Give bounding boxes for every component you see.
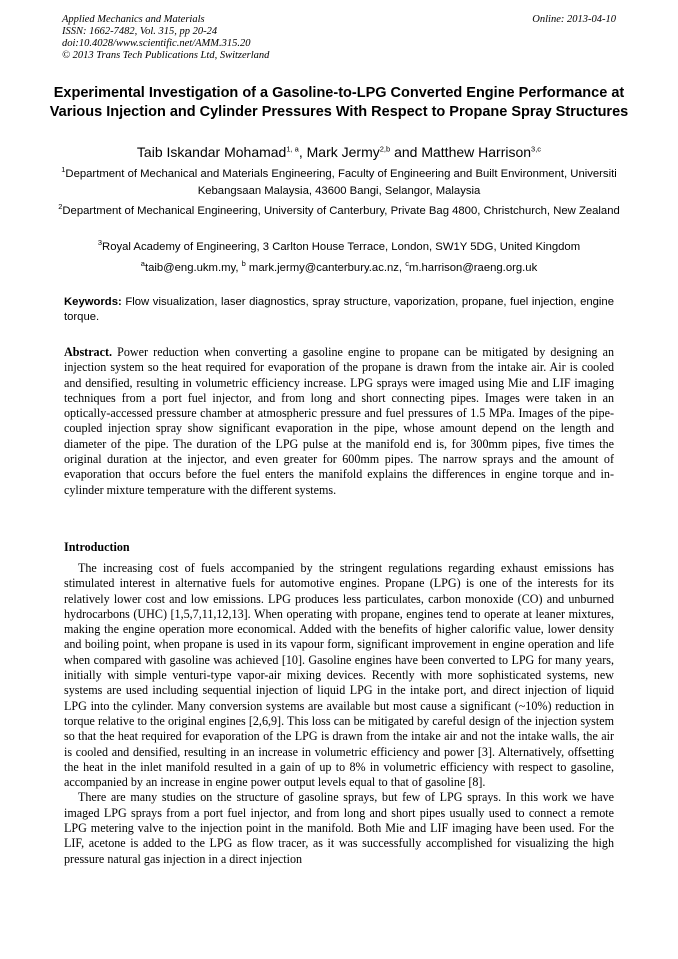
affiliation-1 — [40, 166, 638, 200]
copyright-line: © 2013 Trans Tech Publications Ltd, Switzerland — [62, 50, 270, 61]
affiliation-text: Royal Academy of Engineering, 3 Carlton House Terrace, London, SW1Y 5DG, United Kingdom — [102, 241, 581, 253]
author-separator: and — [390, 144, 422, 160]
author-list — [20, 143, 658, 161]
keywords-text: Flow visualization, laser diagnostics, spray structure, vaporization, propane, fuel injection, engine torque. — [64, 296, 614, 323]
author-name: Taib Iskandar Mohamad — [136, 144, 287, 160]
abstract-label: Abstract. — [64, 345, 113, 359]
email-sup: b — [241, 259, 246, 269]
email-sup: a — [140, 259, 145, 269]
affiliation-number: 1 — [61, 165, 66, 175]
keywords-label: Keywords: — [64, 296, 122, 308]
abstract-text: Power reduction when converting a gasoline engine to propane can be mitigated by designing an injection system so the heat required for evaporation of the propane is drawn from the intake air. Air is cooled and densified, resulting in volumetric efficiency increase. LPG sprays were imaged using Mie and LIF imaging techniques from a port fuel injector, and from long and short connecting pipes. Images were taken in an optically-accessed pressure chamber at atmospheric pressure and fuel pressures of 1.5 MPa. Images of the pipe-coupled injection spray show significant evaporation in the pipe, whose amount depend on the length and diameter of the pipe. The duration of the LPG pulse at the manifold end is, for 300mm pipes, five times the original duration at the injector, and even greater for 600mm pipes. The narrow sprays and the amount of evaporation that occurs before the fuel enters the manifold explains the differences in engine torque and in-cylinder mixture temperature with the different systems. — [64, 345, 614, 497]
introduction-body — [64, 561, 614, 867]
author-separator: , — [298, 144, 307, 160]
paragraph: There are many studies on the structure of gasoline sprays, but few of LPG sprays. In this work we have imaged LPG sprays from a port fuel injector, and from long and short pipes usually used to connect a remote LPG metering valve to the injection point in the manifold. Both Mie and LIF imaging have been used. For the LIF, acetone is added to the LPG as flow tracer, as it was successfully accomplished for visualizing the high pressure natural gas injection in a direct injection — [64, 790, 614, 866]
email-text: mark.jermy@canterbury.ac.nz, — [245, 262, 406, 274]
author-sup: 1, a — [286, 144, 299, 154]
doi-line: doi:10.4028/www.scientific.net/AMM.315.20 — [62, 38, 251, 49]
online-date: Online: 2013-04-10 — [532, 14, 616, 25]
affiliation-number: 2 — [58, 202, 63, 212]
author-sup: 2,b — [379, 144, 391, 154]
paragraph: The increasing cost of fuels accompanied by the stringent regulations regarding exhaust emissions has stimulated interest in alternative fuels for automotive engines. Propane (LPG) is one of the interests for its relatively lower cost and low emissions. LPG produces less particulates, carbon monoxide (CO) and unburned hydrocarbons (UHC) [1,5,7,11,12,13]. When operating with propane, engines tend to operate at leaner mixtures, making the engine operation more economical. Added with the benefits of higher calorific value, lower density and boiling point, when propane is used in its vapour form, significant improvement in engine operation and life when compared with gasoline was achieved [10]. Gasoline engines have been converted to LPG for many years, initially with simple venturi-type vapor-air mixing devices. Recently with more sophisticated systems, new systems are used including sequential injection of liquid LPG in the intake port, and direct injection of liquid LPG into the cylinder. Many conversion systems are available but most cause a significant (~10%) reduction in torque relative to the original engines [2,6,9]. This loss can be mitigated by careful design of the injection system so that the heat required for evaporation of the LPG is drawn from the intake air and not the intake walls, the air is cooled and densified, resulting in an increase in volumetric efficiency and power [3]. Alternatively, offsetting the heat in the inlet manifold resulted in a gain of up to 8% in volumetric efficiency with respect to gasoline, accompanied by an increase in engine power output levels equal to that of gasoline [8]. — [64, 561, 614, 790]
affiliation-text: Department of Mechanical Engineering, University of Canterbury, Private Bag 4800, Christchurch, New Zealand — [62, 205, 620, 217]
email-text: m.harrison@raeng.org.uk — [408, 262, 538, 274]
affiliation-2 — [40, 203, 638, 220]
paper-title: Experimental Investigation of a Gasoline-to-LPG Converted Engine Performance at Various Injection and Cylinder Pressures With Respect to Propane Spray Structures — [49, 85, 629, 120]
keywords-block — [64, 295, 614, 325]
affiliation-text: Department of Mechanical and Materials Engineering, Faculty of Engineering and Built Environment, Universiti Kebangsaan Malaysia, 43600 Bangi, Selangor, Malaysia — [65, 168, 617, 197]
abstract-block — [64, 345, 614, 498]
journal-header — [62, 14, 616, 62]
journal-name: Applied Mechanics and Materials — [62, 14, 205, 25]
author-name: Mark Jermy — [306, 144, 380, 160]
email-sup: c — [405, 259, 409, 269]
affiliation-number: 3 — [97, 238, 103, 248]
email-line — [40, 260, 638, 277]
author-name: Matthew Harrison — [421, 144, 532, 160]
email-text: taib@eng.ukm.my, — [144, 262, 242, 274]
introduction-heading: Introduction — [64, 540, 130, 554]
issn-line: ISSN: 1662-7482, Vol. 315, pp 20-24 — [62, 26, 218, 37]
affiliation-3 — [40, 239, 638, 256]
author-sup: 3,c — [531, 144, 542, 154]
